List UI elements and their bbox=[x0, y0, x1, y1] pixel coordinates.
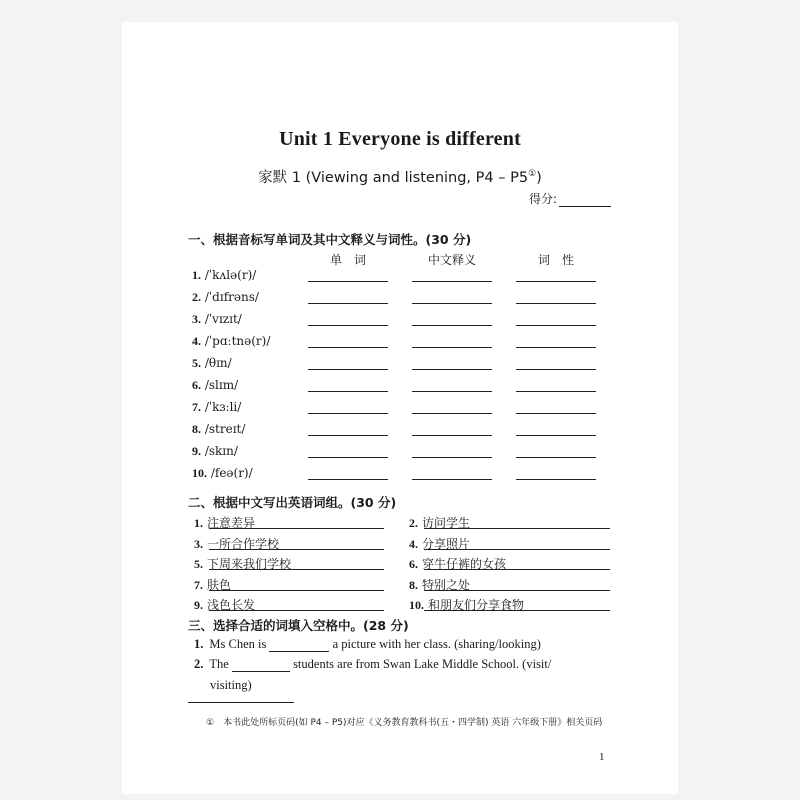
meaning-blank[interactable] bbox=[412, 413, 492, 414]
score-label: 得分: bbox=[529, 192, 558, 206]
phrase-number: 8. bbox=[409, 577, 418, 592]
phrase-chinese: 浅色长发 bbox=[207, 598, 256, 612]
phrase-chinese: 下周来我们学校 bbox=[207, 557, 292, 571]
phonetic-transcription: /ˈkɜːli/ bbox=[204, 400, 242, 414]
footnote-mark: ① bbox=[528, 169, 537, 180]
phrase-chinese: 注意差异 bbox=[207, 516, 256, 530]
phonetic-transcription: /feə(r)/ bbox=[210, 466, 253, 480]
phrase-chinese: 分享照片 bbox=[422, 536, 471, 551]
phonetic-row-label bbox=[192, 400, 241, 415]
meaning-blank[interactable] bbox=[412, 369, 492, 370]
subtitle-close: ) bbox=[536, 170, 542, 186]
meaning-blank[interactable] bbox=[412, 303, 492, 304]
footnote: ① 本书此处所标页码(如 P4 – P5)对应《义务教育教科书(五・四学制) 英语 六年级下册》相关页码 bbox=[206, 718, 603, 728]
phrase-number: 9. bbox=[194, 598, 203, 612]
phonetic-row-label bbox=[192, 312, 242, 327]
question-2-blank[interactable] bbox=[232, 659, 290, 672]
question-1-number: 1. bbox=[194, 637, 204, 651]
phonetic-row-number: 5. bbox=[192, 356, 201, 370]
pos-blank[interactable] bbox=[516, 435, 596, 436]
question-1-blank[interactable] bbox=[269, 639, 329, 652]
phonetic-transcription: /streɪt/ bbox=[204, 422, 246, 436]
question-1 bbox=[194, 637, 541, 652]
phrase-chinese: 穿牛仔裤的女孩 bbox=[422, 557, 507, 571]
section2-heading: 二、根据中文写出英语词组。(30 分) bbox=[188, 495, 397, 510]
question-2-number: 2. bbox=[194, 657, 204, 671]
column-header-word: 单 词 bbox=[329, 253, 366, 267]
phrase-answer-blank[interactable] bbox=[424, 610, 610, 611]
phrase-number: 3. bbox=[194, 536, 203, 551]
pos-blank[interactable] bbox=[516, 281, 596, 282]
phonetic-row-number: 10. bbox=[192, 466, 207, 480]
question-1-after: a picture with her class. (sharing/looking) bbox=[332, 637, 541, 651]
pos-blank[interactable] bbox=[516, 347, 596, 348]
phrase-chinese: 一所合作学校 bbox=[207, 536, 280, 551]
phrase-number: 7. bbox=[194, 577, 203, 592]
pos-blank[interactable] bbox=[516, 369, 596, 370]
phonetic-transcription: /θɪn/ bbox=[204, 356, 232, 370]
meaning-blank[interactable] bbox=[412, 457, 492, 458]
pos-blank[interactable] bbox=[516, 303, 596, 304]
subtitle-text: 家默 1 (Viewing and listening, P4 – P5 bbox=[258, 170, 529, 186]
meaning-blank[interactable] bbox=[412, 281, 492, 282]
score-blank[interactable] bbox=[559, 194, 611, 207]
pos-blank[interactable] bbox=[516, 413, 596, 414]
word-blank[interactable] bbox=[308, 281, 388, 282]
phrase-answer-blank[interactable] bbox=[209, 528, 384, 529]
phrase-answer-blank[interactable] bbox=[209, 569, 384, 570]
phonetic-row-number: 4. bbox=[192, 334, 201, 348]
word-blank[interactable] bbox=[308, 303, 388, 304]
phonetic-row-label bbox=[192, 290, 259, 305]
phonetic-transcription: /ˈdɪfrəns/ bbox=[204, 290, 259, 304]
phrase-answer-blank[interactable] bbox=[424, 549, 610, 550]
phrase-chinese: 访问学生 bbox=[422, 516, 471, 530]
question-2-after: students are from Swan Lake Middle School. (visit/ bbox=[293, 657, 552, 671]
phonetic-row-number: 6. bbox=[192, 378, 201, 392]
word-blank[interactable] bbox=[308, 325, 388, 326]
phrase-chinese: 和朋友们分享食物 bbox=[428, 598, 525, 612]
meaning-blank[interactable] bbox=[412, 325, 492, 326]
phrase-number: 6. bbox=[409, 557, 418, 571]
meaning-blank[interactable] bbox=[412, 479, 492, 480]
section3-heading: 三、选择合适的词填入空格中。(28 分) bbox=[188, 618, 409, 633]
phrase-answer-blank[interactable] bbox=[209, 549, 384, 550]
phonetic-row-label bbox=[192, 422, 245, 437]
phonetic-row-label bbox=[192, 268, 256, 283]
word-blank[interactable] bbox=[308, 347, 388, 348]
unit-title: Unit 1 Everyone is different bbox=[279, 128, 521, 150]
question-2-continued: visiting) bbox=[210, 678, 252, 692]
question-1-before: Ms Chen is bbox=[209, 637, 267, 651]
word-blank[interactable] bbox=[308, 413, 388, 414]
phrase-number: 1. bbox=[194, 516, 203, 530]
phonetic-transcription: /ˈkʌlə(r)/ bbox=[204, 268, 257, 282]
phonetic-row-number: 2. bbox=[192, 290, 201, 304]
phrase-answer-blank[interactable] bbox=[424, 528, 610, 529]
page-number: 1 bbox=[599, 751, 605, 763]
phrase-answer-blank[interactable] bbox=[424, 590, 610, 591]
phonetic-row-label bbox=[192, 356, 232, 371]
phrase-number: 5. bbox=[194, 557, 203, 571]
question-2-before: The bbox=[209, 657, 229, 671]
phrase-answer-blank[interactable] bbox=[424, 569, 610, 570]
phrase-answer-blank[interactable] bbox=[209, 610, 384, 611]
pos-blank[interactable] bbox=[516, 391, 596, 392]
word-blank[interactable] bbox=[308, 479, 388, 480]
score-field bbox=[529, 190, 611, 207]
phrase-chinese: 肤色 bbox=[207, 577, 232, 592]
phrase-number: 10. bbox=[409, 598, 424, 612]
pos-blank[interactable] bbox=[516, 325, 596, 326]
phonetic-row-number: 7. bbox=[192, 400, 201, 414]
phrase-number: 2. bbox=[409, 516, 418, 530]
column-header-pos: 词 性 bbox=[537, 253, 574, 267]
column-header-meaning: 中文释义 bbox=[427, 253, 476, 267]
word-blank[interactable] bbox=[308, 369, 388, 370]
phonetic-transcription: /ˈpɑːtnə(r)/ bbox=[204, 334, 271, 348]
phonetic-row-label bbox=[192, 466, 253, 481]
meaning-blank[interactable] bbox=[412, 347, 492, 348]
footnote-separator bbox=[188, 702, 294, 703]
phonetic-transcription: /slɪm/ bbox=[204, 378, 239, 392]
meaning-blank[interactable] bbox=[412, 391, 492, 392]
phonetic-row-label bbox=[192, 444, 238, 459]
phonetic-row-label bbox=[192, 378, 238, 393]
phonetic-row-number: 9. bbox=[192, 444, 201, 458]
section1-heading: 一、根据音标写单词及其中文释义与词性。(30 分) bbox=[188, 232, 472, 247]
question-2 bbox=[194, 657, 614, 672]
phonetic-row-number: 1. bbox=[192, 268, 201, 282]
phonetic-transcription: /ˈvɪzɪt/ bbox=[204, 312, 242, 326]
phonetic-row-number: 8. bbox=[192, 422, 201, 436]
pos-blank[interactable] bbox=[516, 457, 596, 458]
phonetic-row-label bbox=[192, 334, 270, 349]
phrase-chinese: 特别之处 bbox=[422, 577, 471, 592]
phonetic-transcription: /skɪn/ bbox=[204, 444, 238, 458]
word-blank[interactable] bbox=[308, 391, 388, 392]
phrase-number: 4. bbox=[409, 536, 418, 551]
pos-blank[interactable] bbox=[516, 479, 596, 480]
word-blank[interactable] bbox=[308, 435, 388, 436]
phrase-answer-blank[interactable] bbox=[209, 590, 384, 591]
meaning-blank[interactable] bbox=[412, 435, 492, 436]
lesson-subtitle bbox=[0, 166, 800, 187]
word-blank[interactable] bbox=[308, 457, 388, 458]
phonetic-row-number: 3. bbox=[192, 312, 201, 326]
